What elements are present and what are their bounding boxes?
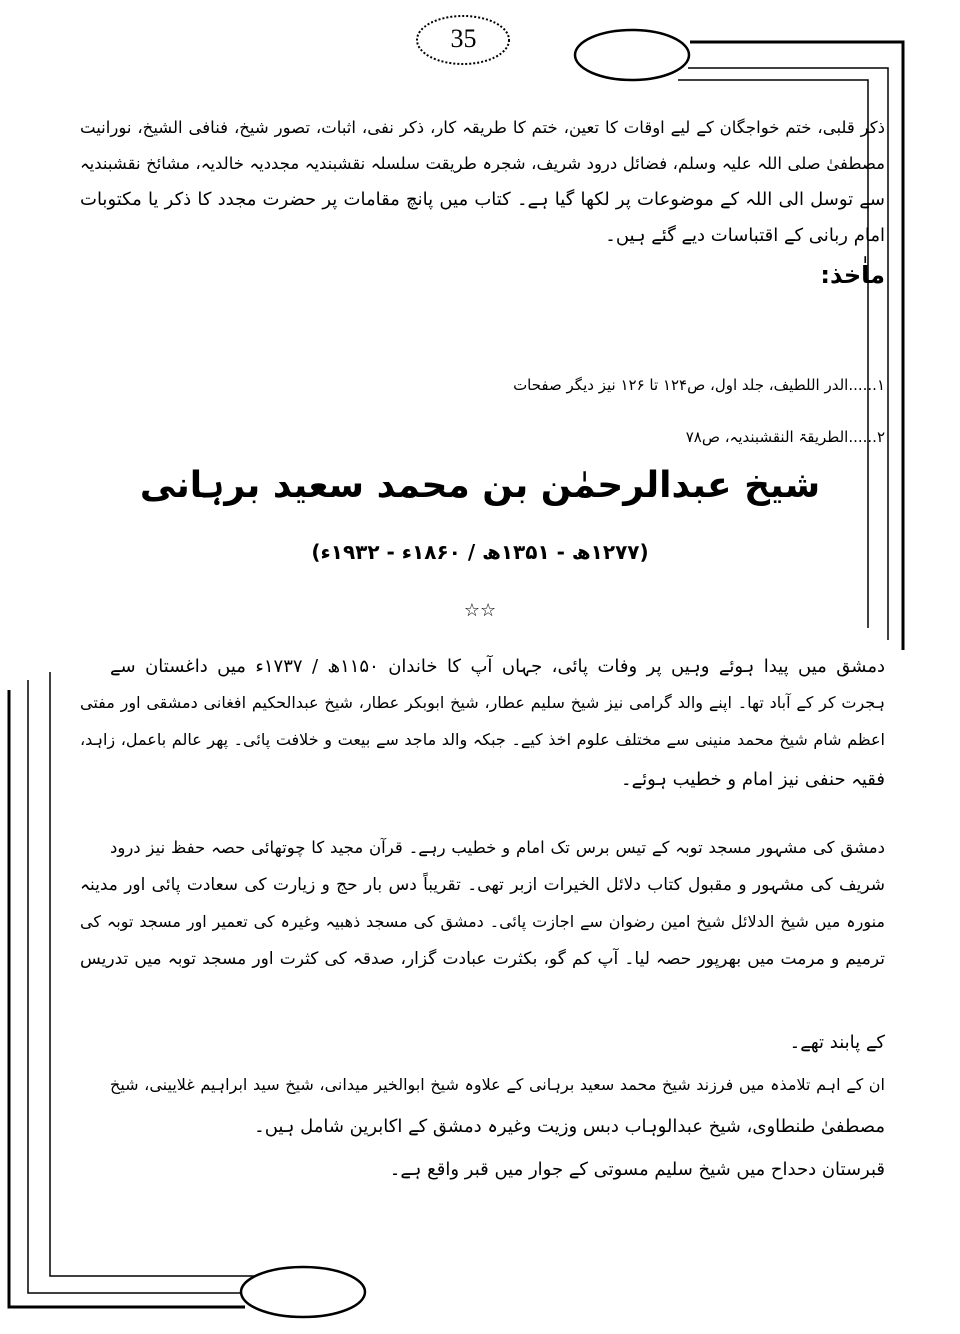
biography-dates: (۱۲۷۷ھ - ۱۳۵۱ھ / ۱۸۶۰ء - ۱۹۳۲ء) xyxy=(311,540,649,564)
source-item: ۱......الدر اللطیف، جلد اول، ص۱۲۴ تا ۱۲۶ نیز دیگر صفحات xyxy=(513,376,885,394)
paragraph-line: فقیہ حنفی نیز امام و خطیب ہوئے۔ xyxy=(621,769,885,790)
paragraph-line: شریف کی مشہور و مقبول کتاب دلائل الخیرات ازبر تھی۔ تقریباً دس بار حج و زیارت کی سعادت پائی اور مدینہ xyxy=(80,875,885,895)
paragraph-line: قبرستان دحداح میں شیخ سلیم مسوتی کے جوار میں قبر واقع ہے۔ xyxy=(389,1159,885,1180)
biography-title: شیخ عبدالرحمٰن بن محمد سعید برہانی xyxy=(139,465,821,506)
paragraph-line: ہجرت کر کے آباد تھا۔ اپنے والد گرامی نیز شیخ سلیم عطار، شیخ ابوبکر عطار، شیخ عبدالحکیم افغانی دمشقی اور مفتی xyxy=(80,693,885,712)
paragraph-line: دمشق کی مشہور مسجد توبہ کے تیس برس تک امام و خطیب رہے۔ قرآن مجید کا چوتھائی حصہ حفظ نیز درود xyxy=(110,838,885,857)
sources-heading: ماٰخذ: xyxy=(820,261,885,289)
page-number: 35 xyxy=(450,24,477,53)
intro-line: ذکر قلبی، ختم خواجگان کے لیے اوقات کا تعین، ختم کا طریقہ کار، ذکر نفی، اثبات، تصور شیخ، فنافی الشیخ، نورانیت xyxy=(80,118,885,137)
intro-line: مصطفیٰ صلی اللہ علیہ وسلم، فضائل درود شریف، شجرہ طریقت سلسلہ نقشبندیہ مجددیہ خالدیہ، مشائخ نقشبندیہ xyxy=(80,154,885,173)
intro-line: امام ربانی کے اقتباسات دیے گئے ہیں۔ xyxy=(605,225,885,246)
paragraph-line: دمشق میں پیدا ہوئے وہیں پر وفات پائی، جہاں آپ کا خاندان ۱۱۵۰ھ / ۱۷۳۷ء میں داغستان سے xyxy=(110,656,886,677)
paragraph-line: اعظم شام شیخ محمد منینی سے مختلف علوم اخذ کیے۔ جبکہ والد ماجد سے بیعت و خلافت پائی۔ پھر عالم باعمل، زاہد، xyxy=(80,730,885,749)
source-item: ۲......الطریقۃ النقشبندیہ، ص۷۸ xyxy=(685,428,885,446)
paragraph-line: مصطفیٰ طنطاوی، شیخ عبدالوہاب دبس وزیت وغیرہ دمشق کے اکابرین شامل ہیں۔ xyxy=(254,1116,885,1137)
paragraph-line: ترمیم و مرمت میں بھرپور حصہ لیا۔ آپ کم گو، بکثرت عبادت گزار، صدقہ کی کثرت اور مسجد توبہ میں تدریس xyxy=(80,949,885,969)
paragraph-line: منورہ میں شیخ الدلائل شیخ امین رضوان سے اجازت پائی۔ دمشق کی مسجد ذھبیہ وغیرہ کی تعمیر اور مسجد توبہ کی xyxy=(80,912,885,931)
intro-line: سے توسل الی اللہ کے موضوعات پر لکھا گیا ہے۔ کتاب میں پانچ مقامات پر حضرت مجدد کا ذکر یا مکتوبات xyxy=(80,189,885,210)
paragraph-line: کے پابند تھے۔ xyxy=(789,1032,885,1053)
paragraph-line: ان کے اہم تلامذہ میں فرزند شیخ محمد سعید برہانی کے علاوہ شیخ ابوالخیر میدانی، شیخ سید ابراہیم غلایینی، شیخ xyxy=(110,1075,885,1094)
star-ornament: ☆☆ xyxy=(463,600,497,621)
